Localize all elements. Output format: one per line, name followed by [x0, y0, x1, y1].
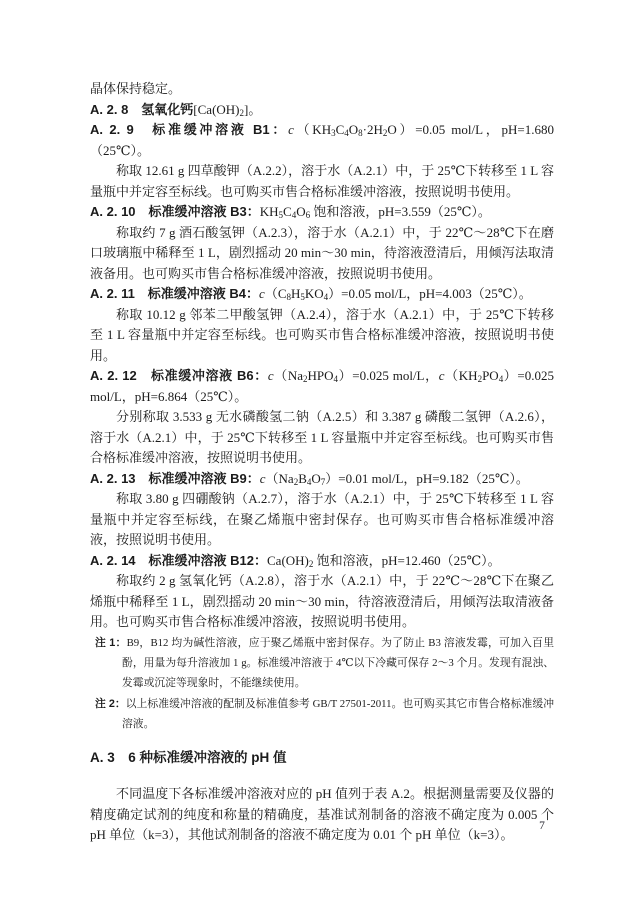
- text-run: ）=0.025 mol/L，: [338, 368, 439, 383]
- text-run: （Na: [265, 470, 294, 486]
- paragraph: [90, 784, 554, 846]
- text-run: KO: [304, 286, 324, 301]
- clause-heading: [90, 284, 554, 305]
- text-run: B9，B12 均为碱性溶液，应于聚乙烯瓶中密封保存。为了防止 B3 溶液发霉，可加入百里酚，用量为每升溶液加 1 g。标准缓冲溶液于 4℃以下冷藏可保存 2～3 个月。发现有混浊、发霉或沉淀等现象时，不能继续使用。: [122, 636, 554, 690]
- chemical-subscript: 4: [333, 374, 339, 384]
- text-run: A. 2. 11 标准缓冲溶液 B4：: [90, 286, 260, 301]
- text-run: 称取 10.12 g 邻苯二甲酸氢钾（A.2.4），溶于水（A.2.1）中，于 25℃下转移至 1 L 容量瓶中并定容至标线。也可购买市售合格标准缓冲溶液，按照说明书使用。: [90, 306, 554, 363]
- chemical-subscript: 5: [300, 292, 305, 302]
- text-run: 称取 12.61 g 四草酸钾（A.2.2），溶于水（A.2.1）中，于 25℃下转移至 1 L 容量瓶中并定容至标线。也可购买市售合格标准缓冲溶液，按照说明书使用。: [90, 163, 554, 199]
- text-run: 称取约 2 g 氢氧化钙（A.2.8），溶于水（A.2.1）中，于 22℃～28℃下在聚乙烯瓶中稀释至 1 L，剧烈摇动 20 min～30 min，待溶液澄清后，用倾泻法取清液备用。也可购买市售合格标准缓冲溶液，按照说明书使用。: [90, 573, 554, 629]
- clause-heading: [90, 100, 554, 121]
- text-run: （KH: [444, 368, 478, 383]
- text-run: ·2H: [362, 122, 383, 137]
- text-run: H: [291, 286, 301, 301]
- chemical-subscript: 2: [477, 374, 483, 384]
- chemical-subscript: 2: [239, 107, 245, 118]
- text-run: c: [267, 368, 274, 383]
- text-run: （Na: [273, 368, 304, 383]
- chemical-subscript: 4: [323, 292, 329, 302]
- paragraph: [90, 407, 554, 469]
- paragraph: [90, 305, 554, 367]
- text-run: HPO: [307, 368, 334, 383]
- text-run: O: [348, 122, 359, 137]
- chemical-subscript: 4: [344, 128, 349, 138]
- text-run: c: [438, 368, 445, 383]
- chemical-subscript: 4: [498, 374, 504, 384]
- text-run: 饱和溶液，pH=3.559（25℃）。: [310, 204, 491, 219]
- chemical-subscript: 4: [291, 210, 297, 220]
- paragraph: [90, 571, 554, 633]
- text-run: 不同温度下各标准缓冲溶液对应的 pH 值列于表 A.2。根据测量需要及仪器的精度确定试剂的纯度和称量的精确度，基准试剂制备的溶液不确定度为 0.005 个 pH 单位（k=3），其他试剂制备的溶液不确定度为 0.01 个 pH 单位（k=3）。: [90, 786, 554, 843]
- chemical-subscript: 7: [320, 476, 326, 487]
- text-run: O: [311, 470, 321, 486]
- text-run: 以上标准缓冲溶液的配制及标准值参考 GB/T 27501-2011。也可购买其它市售合格标准缓冲溶液。: [122, 697, 554, 731]
- paragraph: [90, 161, 554, 202]
- chemical-subscript: 2: [303, 374, 308, 384]
- text-run: 称取约 7 g 酒石酸氢钾（A.2.3），溶于水（A.2.1）中，于 22℃～28℃下在磨口玻璃瓶中稀释至 1 L，剧烈摇动 20 min～30 min，待溶液澄清后，用倾泻法取清液备用。也可购买市售合格标准缓冲溶液，按照说明书使用。: [90, 224, 554, 281]
- text-run: [Ca(OH): [193, 101, 240, 117]
- text-run: A. 2. 12 标准缓冲溶液 B6：: [90, 368, 268, 383]
- paragraph: [90, 489, 554, 551]
- clause-heading: [90, 366, 554, 407]
- text-run: C: [335, 122, 345, 137]
- text-run: 称取 3.80 g 四硼酸钠（A.2.7），溶于水（A.2.1）中，于 25℃下转移至 1 L 容量瓶中并定容至标线，在聚乙烯瓶中密封保存。也可购买市售合格标准缓冲溶液，按照说明书使用。: [90, 491, 554, 547]
- text-run: 饱和溶液，pH=12.460（25℃）。: [313, 552, 501, 568]
- text-run: O: [296, 204, 306, 219]
- note-label: 注 1：: [95, 636, 127, 649]
- chemical-subscript: 2: [308, 558, 314, 569]
- text-run: ]。: [244, 101, 262, 117]
- note-label: 注 2：: [95, 697, 126, 710]
- text-run: A. 2. 14 标准缓冲溶液 B12：: [90, 552, 267, 568]
- text-run: A. 2. 8 氢氧化钙: [90, 101, 194, 117]
- clause-heading: [90, 120, 554, 161]
- paragraph: [90, 223, 554, 285]
- text-run: （C: [264, 286, 287, 301]
- chemical-subscript: 2: [382, 128, 388, 138]
- text-run: B: [298, 470, 307, 486]
- text-run: 晶体保持稳定。: [90, 81, 182, 96]
- chemical-subscript: 6: [305, 210, 311, 220]
- chemical-subscript: 8: [286, 292, 291, 302]
- text-run: ）=0.01 mol/L，pH=9.182（25℃）。: [325, 470, 529, 486]
- section-heading: [90, 748, 554, 769]
- clause-heading: [90, 551, 554, 572]
- clause-heading: [90, 469, 554, 490]
- chemical-subscript: 4: [306, 476, 312, 487]
- text-run: ）=0.05 mol/L，pH=4.003（25℃）。: [328, 286, 532, 301]
- text-run: （KH: [293, 122, 332, 137]
- page-number: 7: [539, 820, 545, 832]
- text-run: A. 2. 9 标准缓冲溶液 B1：: [90, 122, 289, 137]
- chemical-subscript: 8: [358, 128, 363, 138]
- chemical-subscript: 2: [293, 476, 299, 487]
- text-run: A. 2. 10 标准缓冲溶液 B3：: [90, 204, 260, 219]
- text-run: 分别称取 3.533 g 无水磷酸氢二钠（A.2.5）和 3.387 g 磷酸二氢钾（A.2.6），溶于水（A.2.1）中，于 25℃下转移至 1 L 容量瓶中并定容至标线。也可购买市售合格标准缓冲溶液，按照说明书使用。: [90, 409, 554, 465]
- note: [95, 694, 554, 735]
- text-run: c: [259, 470, 266, 486]
- text-run: c: [288, 122, 294, 137]
- text-run: A. 3 6 种标准缓冲溶液的 pH 值: [90, 749, 287, 765]
- text-run: A. 2. 13 标准缓冲溶液 B9：: [90, 470, 260, 486]
- note: [95, 633, 554, 694]
- text-run: Ca(OH): [267, 552, 309, 568]
- chemical-subscript: 3: [331, 128, 336, 138]
- text-run: c: [259, 286, 265, 301]
- text-run: ）=0.025 mol/L，pH=6.864（25℃）。: [90, 368, 555, 404]
- text-run: C: [283, 204, 292, 219]
- text-run: PO: [482, 368, 499, 383]
- text-run: KH: [259, 204, 279, 219]
- clause-heading: [90, 202, 554, 223]
- paragraph: [90, 79, 554, 100]
- chemical-subscript: 5: [278, 210, 284, 220]
- text-run: O）=0.05 mol/L，pH=1.680（25℃）。: [90, 122, 555, 158]
- document-body: [90, 79, 554, 846]
